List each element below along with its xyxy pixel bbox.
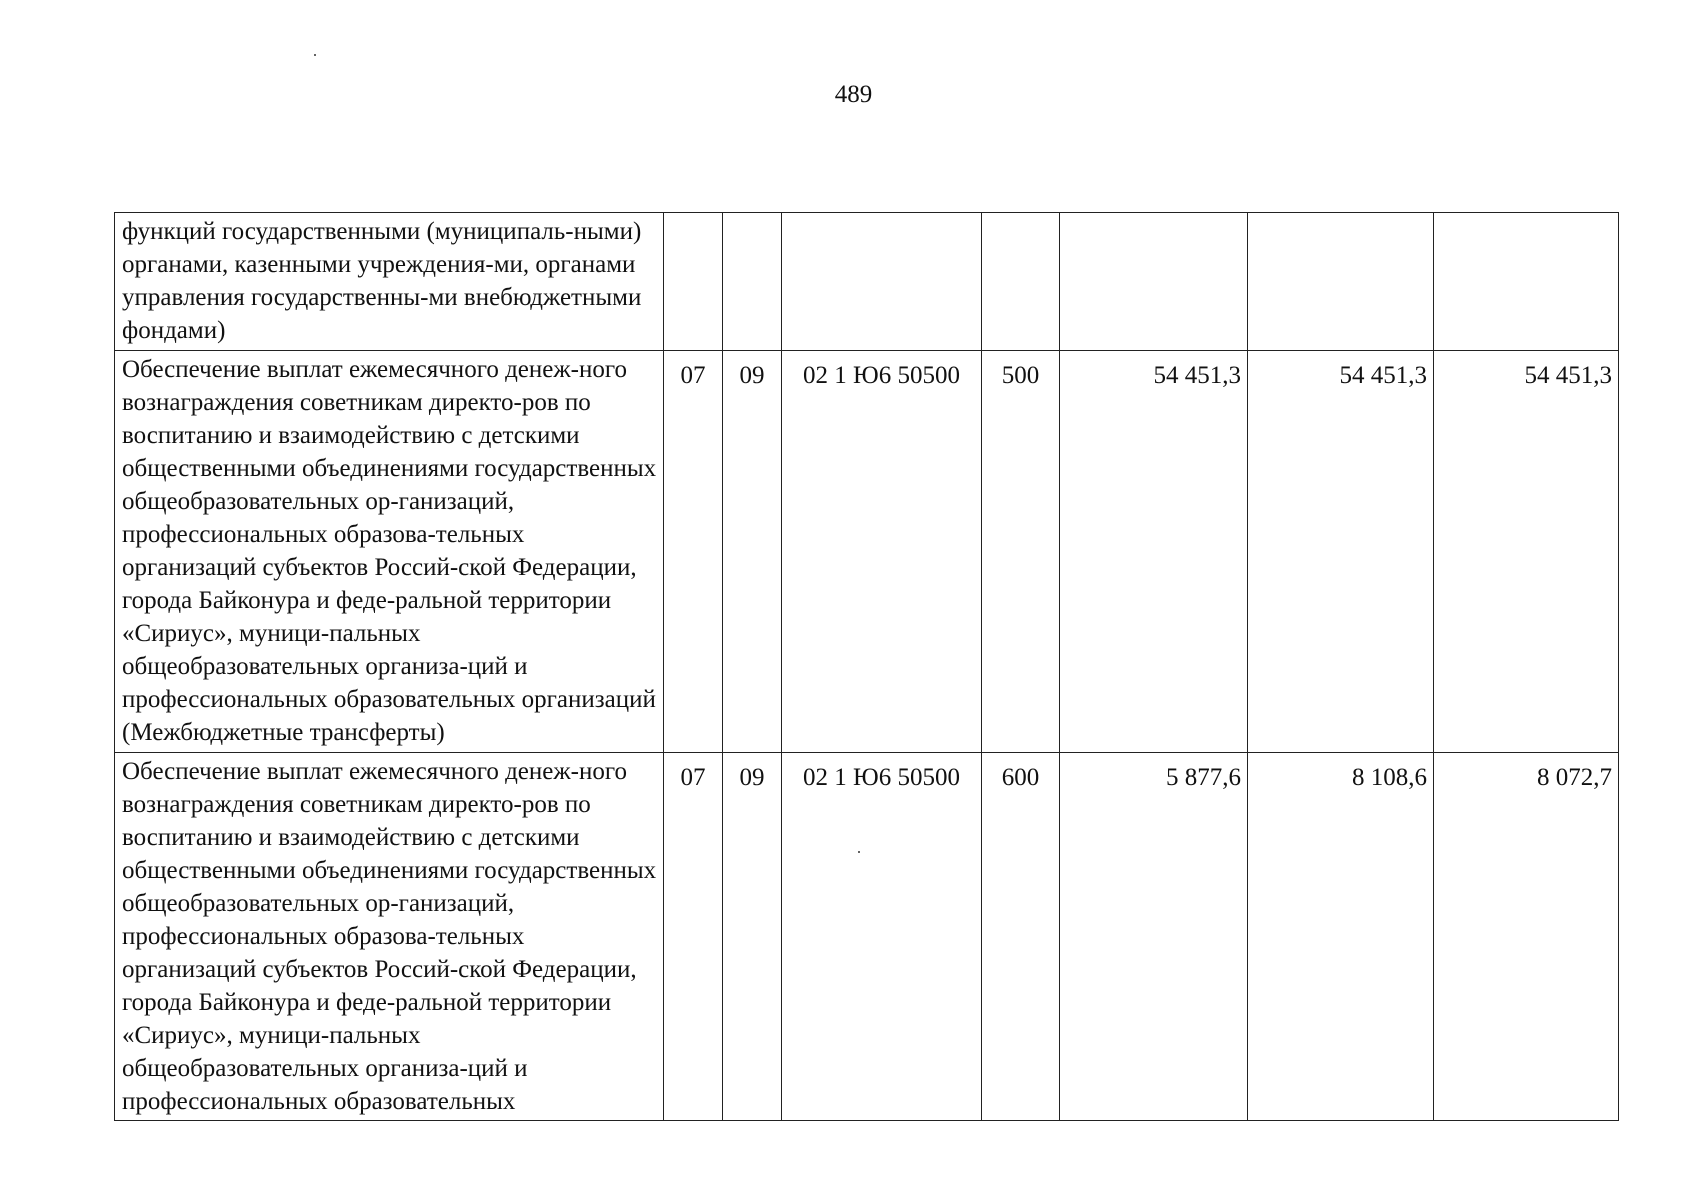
- table-row: [115, 213, 1619, 351]
- row-description: Обеспечение выплат ежемесячного денеж-ного вознаграждения советникам директо-ров по воспитанию и взаимодействию с детскими общественными объединениями государственных общеобразовательных ор-ганизаций, профессиональных образова-тельных организаций субъектов Россий-ской Федерации, города Байконура и феде-ральной территории «Сириус», муници-пальных общеобразовательных организа-ций и профессиональных образовательных: [115, 753, 664, 1121]
- row-subsection-code: 09: [723, 351, 782, 753]
- row-amount-year-3: 8 072,7: [1434, 753, 1619, 1121]
- row-section-code: [664, 213, 723, 351]
- row-target-article-code: 02 1 Ю6 50500: [782, 753, 982, 1121]
- table-row: [115, 753, 1619, 1121]
- table-row: [115, 351, 1619, 753]
- row-amount-year-2: [1248, 213, 1434, 351]
- row-section-code: 07: [664, 753, 723, 1121]
- row-subsection-code: 09: [723, 753, 782, 1121]
- scan-speck: [858, 851, 860, 853]
- row-amount-year-1: 54 451,3: [1060, 351, 1248, 753]
- row-expense-type-code: [982, 213, 1060, 351]
- row-expense-type-code: 500: [982, 351, 1060, 753]
- row-description: Обеспечение выплат ежемесячного денеж-ного вознаграждения советникам директо-ров по воспитанию и взаимодействию с детскими общественными объединениями государственных общеобразовательных ор-ганизаций, профессиональных образова-тельных организаций субъектов Россий-ской Федерации, города Байконура и феде-ральной территории «Сириус», муници-пальных общеобразовательных организа-ций и профессиональных образовательных организаций (Межбюджетные трансферты): [115, 351, 664, 753]
- row-amount-year-3: 54 451,3: [1434, 351, 1619, 753]
- row-expense-type-code: 600: [982, 753, 1060, 1121]
- row-amount-year-1: [1060, 213, 1248, 351]
- budget-table: [114, 212, 1619, 1121]
- row-section-code: 07: [664, 351, 723, 753]
- row-subsection-code: [723, 213, 782, 351]
- row-target-article-code: [782, 213, 982, 351]
- page-number: 489: [834, 81, 873, 108]
- row-amount-year-2: 8 108,6: [1248, 753, 1434, 1121]
- row-amount-year-2: 54 451,3: [1248, 351, 1434, 753]
- row-amount-year-1: 5 877,6: [1060, 753, 1248, 1121]
- scan-speck: [314, 54, 316, 56]
- row-description: функций государственными (муниципаль-ными) органами, казенными учреждения-ми, органами управления государственны-ми внебюджетными фондами): [115, 213, 664, 351]
- row-amount-year-3: [1434, 213, 1619, 351]
- row-target-article-code: 02 1 Ю6 50500: [782, 351, 982, 753]
